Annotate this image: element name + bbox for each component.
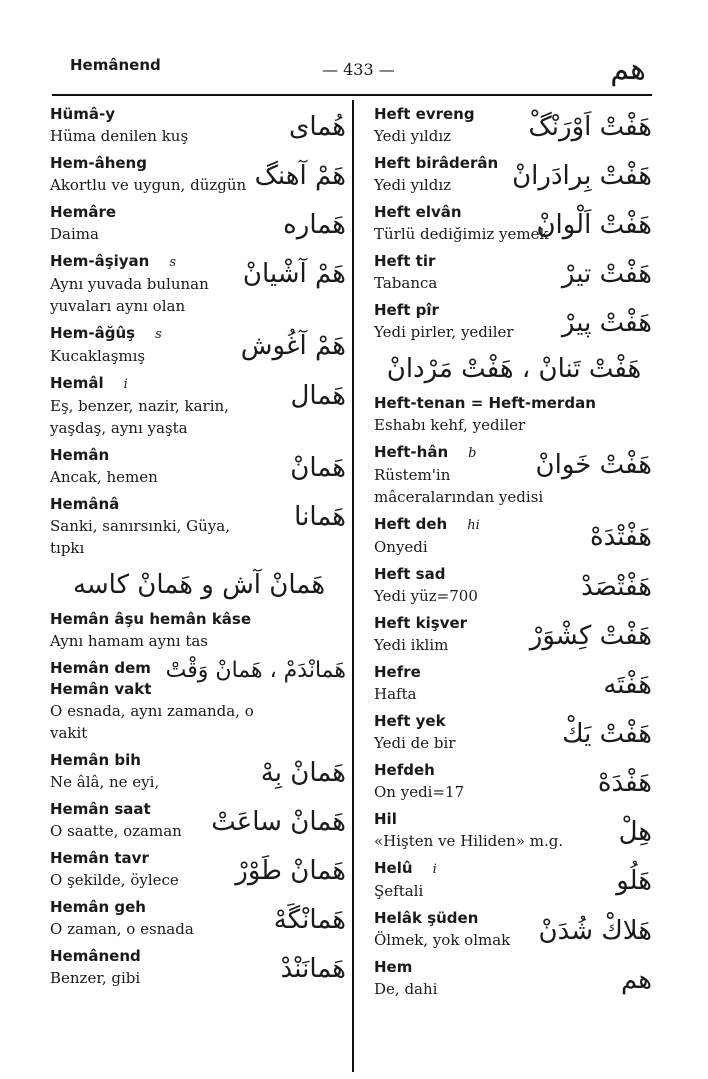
page-number: — 433 — bbox=[322, 60, 395, 79]
dictionary-entry bbox=[374, 442, 654, 508]
entry-headword: Hemân bbox=[50, 446, 110, 464]
entry-arabic: هَفْتْ بِرادَرانْ bbox=[512, 161, 652, 191]
entry-definition: Kucaklaşmış bbox=[50, 347, 146, 365]
entry-headword: Heft sad bbox=[374, 565, 446, 583]
entry-arabic: هَمانَنْدْ bbox=[280, 954, 346, 984]
header-rule bbox=[52, 94, 652, 96]
entry-arabic: هَمانْ bbox=[290, 453, 346, 483]
entry-headword: Hemâre bbox=[50, 203, 117, 221]
page-header bbox=[0, 52, 708, 92]
entry-arabic: هم bbox=[620, 965, 652, 995]
entry-headword: Hemâl i bbox=[50, 374, 128, 392]
entry-headword: Hemânend bbox=[50, 947, 141, 965]
entry-headword: Hem-âğûş s bbox=[50, 324, 162, 342]
entry-definition: Aynı yuvada bulunan yuvaları aynı olan bbox=[50, 275, 209, 315]
entry-arabic: هَمال bbox=[290, 381, 346, 411]
entry-arabic: هَفْتْ پیرْ bbox=[561, 308, 652, 338]
dictionary-entry bbox=[374, 251, 654, 294]
entry-arabic: هَمانْدَمْ ، هَمانْ وَقْتْ bbox=[165, 658, 346, 683]
entry-definition: Sanki, sanırsınki, Güya, tıpkı bbox=[50, 517, 230, 557]
entry-definition: Onyedi bbox=[374, 538, 428, 556]
dictionary-entry bbox=[50, 946, 348, 989]
entry-arabic: هَفْتْ تیرْ bbox=[561, 259, 652, 289]
entry-headword: Hemân geh bbox=[50, 898, 146, 916]
entry-arabic: هَلُو bbox=[616, 866, 652, 896]
dictionary-entry bbox=[374, 858, 654, 902]
entry-arabic: هَفْتْصَدْ bbox=[581, 572, 652, 602]
phrase-arabic: هَمانْ آش و هَمانْ کاسه bbox=[72, 570, 326, 600]
entry-mark: i bbox=[123, 377, 128, 392]
entry-headword: Hemânâ bbox=[50, 495, 120, 513]
entry-arabic: هَفْتْ یَكْ bbox=[562, 719, 652, 749]
entry-headword-alt: Hemân vakt bbox=[50, 680, 152, 698]
dictionary-entry bbox=[374, 760, 654, 803]
entry-mark: b bbox=[468, 446, 477, 461]
entry-arabic: هَمانْ ساعَتْ bbox=[211, 807, 346, 837]
entry-mark: s bbox=[169, 255, 177, 270]
entry-definition: Aynı hamam aynı tas bbox=[50, 632, 208, 650]
entry-headword: Hil bbox=[374, 810, 397, 828]
dictionary-entry bbox=[374, 393, 654, 436]
entry-definition: De, dahi bbox=[374, 980, 438, 998]
entry-headword: Helâk şüden bbox=[374, 909, 479, 927]
right-column bbox=[374, 104, 654, 1006]
entry-arabic: هَمانْ بِهْ bbox=[260, 758, 346, 788]
entry-mark: i bbox=[432, 862, 437, 877]
phrase-arabic: هَفْتْ تَنانْ ، هَفْتْ مَرْدانْ bbox=[386, 354, 642, 384]
entry-definition: O zaman, o esnada bbox=[50, 920, 194, 938]
entry-arabic: هَفْتْدَهْ bbox=[590, 522, 652, 552]
entry-arabic: هَمْ آغُوش bbox=[240, 331, 346, 361]
entry-definition: Rüstem'in mâceralarından yedisi bbox=[374, 466, 544, 506]
entry-definition: O esnada, aynı zamanda, o vakit bbox=[50, 702, 254, 742]
entry-arabic: هَمْ آهنگ bbox=[254, 161, 346, 191]
dictionary-entry bbox=[50, 897, 348, 940]
dictionary-entry bbox=[50, 799, 348, 842]
entry-arabic: هَمانْ طَوْرْ bbox=[235, 856, 346, 886]
entry-definition: Yedi yıldız bbox=[374, 176, 452, 194]
dictionary-entry bbox=[374, 300, 654, 343]
dictionary-entry bbox=[374, 564, 654, 607]
entry-arabic: هَفْتْ کِشْوَرْ bbox=[529, 621, 652, 651]
entry-headword: Heft kişver bbox=[374, 614, 468, 632]
entry-headword: Hefdeh bbox=[374, 761, 435, 779]
entry-headword: Hemân saat bbox=[50, 800, 151, 818]
entry-definition: Akortlu ve uygun, düzgün bbox=[50, 176, 247, 194]
entry-definition: O saatte, ozaman bbox=[50, 822, 182, 840]
entry-definition: On yedi=17 bbox=[374, 783, 465, 801]
entry-mark: s bbox=[155, 327, 162, 342]
entry-definition: Yedi iklim bbox=[374, 636, 449, 654]
entry-headword: Heft deh hi bbox=[374, 515, 480, 533]
entry-definition: Eshabı kehf, yediler bbox=[374, 416, 526, 434]
entry-definition: Yedi yüz=700 bbox=[374, 587, 478, 605]
entry-definition: Ne âlâ, ne eyi, bbox=[50, 773, 160, 791]
dictionary-entry bbox=[50, 609, 348, 652]
dictionary-entry bbox=[50, 323, 348, 367]
dictionary-entry bbox=[50, 445, 348, 488]
entry-headword: Heft-tenan = Heft-merdan bbox=[374, 394, 596, 412]
column-divider bbox=[352, 100, 354, 1072]
entry-headword: Heft-hân b bbox=[374, 443, 477, 461]
entry-definition: Ölmek, yok olmak bbox=[374, 931, 511, 949]
entry-headword: Hem bbox=[374, 958, 413, 976]
entry-arabic: هَماره bbox=[283, 210, 346, 240]
dictionary-entry bbox=[50, 104, 348, 147]
entry-definition: Hafta bbox=[374, 685, 417, 703]
entry-definition: Türlü dediğimiz yemek bbox=[374, 225, 549, 243]
entry-definition: Daima bbox=[50, 225, 99, 243]
running-head-arabic: هم bbox=[610, 52, 646, 87]
entry-headword: Hemân âşu hemân kâse bbox=[50, 610, 252, 628]
entry-arabic: هَفْتْ اَلْوانْ bbox=[536, 210, 652, 240]
left-column bbox=[50, 104, 348, 995]
entry-headword: Hem-âşiyan s bbox=[50, 252, 177, 270]
entry-definition: Benzer, gibi bbox=[50, 969, 141, 987]
dictionary-entry bbox=[374, 202, 654, 245]
entry-headword: Heft tir bbox=[374, 252, 436, 270]
entry-definition: Tabanca bbox=[374, 274, 438, 292]
entry-definition: Ancak, hemen bbox=[50, 468, 158, 486]
entry-headword: Heft elvân bbox=[374, 203, 462, 221]
entry-headword: Heft evreng bbox=[374, 105, 475, 123]
dictionary-entry bbox=[374, 662, 654, 705]
entry-headword: Hemân dem bbox=[50, 659, 151, 677]
entry-headword: Heft yek bbox=[374, 712, 446, 730]
entry-headword: Hemân bih bbox=[50, 751, 141, 769]
entry-definition: Şeftali bbox=[374, 882, 424, 900]
entry-arabic: هَلاكْ شُدَنْ bbox=[538, 916, 652, 946]
entry-headword: Hem-âheng bbox=[50, 154, 147, 172]
running-head-word: Hemânend bbox=[70, 56, 161, 74]
dictionary-entry bbox=[374, 104, 654, 147]
entry-headword: Helû i bbox=[374, 859, 437, 877]
entry-definition: O şekilde, öylece bbox=[50, 871, 179, 889]
entry-headword: Heft birâderân bbox=[374, 154, 499, 172]
entry-definition: Yedi de bir bbox=[374, 734, 456, 752]
dictionary-entry bbox=[374, 957, 654, 1000]
entry-headword: Hümâ-y bbox=[50, 105, 115, 123]
dictionary-entry bbox=[374, 809, 654, 852]
dictionary-entry bbox=[50, 202, 348, 245]
dictionary-entry bbox=[50, 848, 348, 891]
entry-arabic: هَفْتَه bbox=[603, 670, 652, 700]
dictionary-entry bbox=[374, 514, 654, 558]
dictionary-entry bbox=[50, 251, 348, 317]
entry-arabic: هَمانا bbox=[294, 502, 346, 532]
entry-arabic: هَفْتْ خَوانْ bbox=[535, 450, 652, 480]
entry-headword: Hemân tavr bbox=[50, 849, 149, 867]
dictionary-entry bbox=[374, 711, 654, 754]
entry-definition: «Hişten ve Hiliden» m.g. bbox=[374, 832, 564, 850]
dictionary-entry bbox=[50, 373, 348, 439]
dictionary-entry bbox=[50, 658, 348, 744]
entry-arabic: هِلْ bbox=[618, 817, 652, 847]
entry-arabic: هَمْ آشْیانْ bbox=[242, 259, 346, 289]
entry-definition: Eş, benzer, nazir, karin, yaşdaş, aynı yaşta bbox=[50, 397, 229, 437]
entry-arabic: هَمانْگَهْ bbox=[273, 905, 346, 935]
entry-arabic: هَفْتْ اَوْرَنْگْ bbox=[528, 112, 652, 142]
entry-arabic: هَفْدَهْ bbox=[597, 768, 652, 798]
entry-definition: Hüma denilen kuş bbox=[50, 127, 189, 145]
dictionary-entry bbox=[374, 153, 654, 196]
entry-mark: hi bbox=[467, 518, 480, 533]
dictionary-entry bbox=[50, 750, 348, 793]
dictionary-entry bbox=[374, 908, 654, 951]
entry-headword: Hefre bbox=[374, 663, 421, 681]
entry-definition: Yedi pirler, yediler bbox=[374, 323, 514, 341]
dictionary-entry bbox=[374, 613, 654, 656]
dictionary-entry bbox=[50, 494, 348, 559]
entry-headword: Heft pîr bbox=[374, 301, 439, 319]
entry-arabic: هُمای bbox=[288, 112, 346, 142]
dictionary-entry bbox=[50, 153, 348, 196]
entry-definition: Yedi yıldız bbox=[374, 127, 452, 145]
